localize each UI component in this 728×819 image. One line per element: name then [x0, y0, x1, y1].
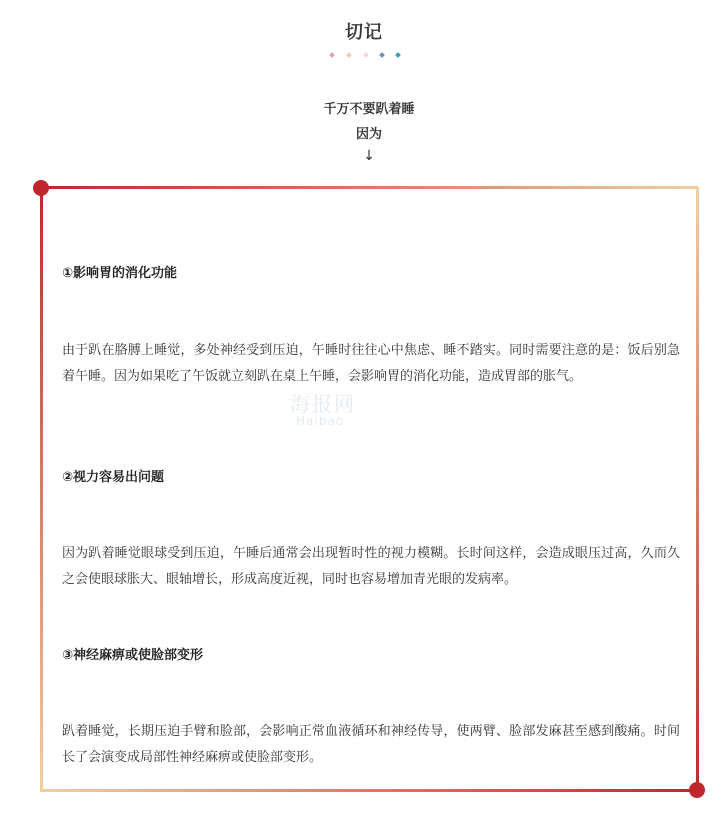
frame-left-edge	[40, 187, 43, 792]
watermark-cn: 海报网	[290, 392, 356, 416]
watermark	[290, 388, 440, 438]
frame-top-edge	[41, 186, 698, 189]
section-3-body: 趴着睡觉，长期压迫手臂和脸部，会影响正常血液循环和神经传导，使两臂、脸部发麻甚至感到酸痛。时间长了会演变成局部性神经麻痹或使脸部变形。	[62, 724, 680, 765]
section-3-heading: ③神经麻痹或使脸部变形	[62, 648, 204, 663]
subtitle-line-1: 千万不要趴着睡	[323, 102, 415, 117]
section-2-heading: ②视力容易出问题	[62, 470, 165, 485]
subtitle-line-2: 因为	[355, 127, 382, 142]
section-1-body: 由于趴在胳膊上睡觉，多处神经受到压迫，午睡时往往心中焦虑、睡不踏实。同时需要注意的是：饭后别急着午睡。因为如果吃了午饭就立刻趴在桌上午睡，会影响胃的消化功能，造成胃部的胀气。	[62, 343, 680, 384]
section-2-body: 因为趴着睡觉眼球受到压迫，午睡后通常会出现暂时性的视力模糊。长时间这样，会造成眼压过高，久而久之会使眼球胀大、眼轴增长，形成高度近视，同时也容易增加青光眼的发病率。	[62, 546, 680, 587]
watermark-en: Haibao	[296, 414, 345, 428]
frame-bottom-edge	[41, 789, 698, 792]
frame-right-edge	[696, 187, 699, 792]
section-1-heading: ①影响胃的消化功能	[62, 266, 178, 281]
page-title: 切记	[345, 22, 383, 43]
frame-corner-dot-top-left	[33, 180, 49, 196]
down-arrow-icon: ↓	[363, 148, 375, 164]
frame-corner-dot-bottom-right	[689, 782, 705, 798]
